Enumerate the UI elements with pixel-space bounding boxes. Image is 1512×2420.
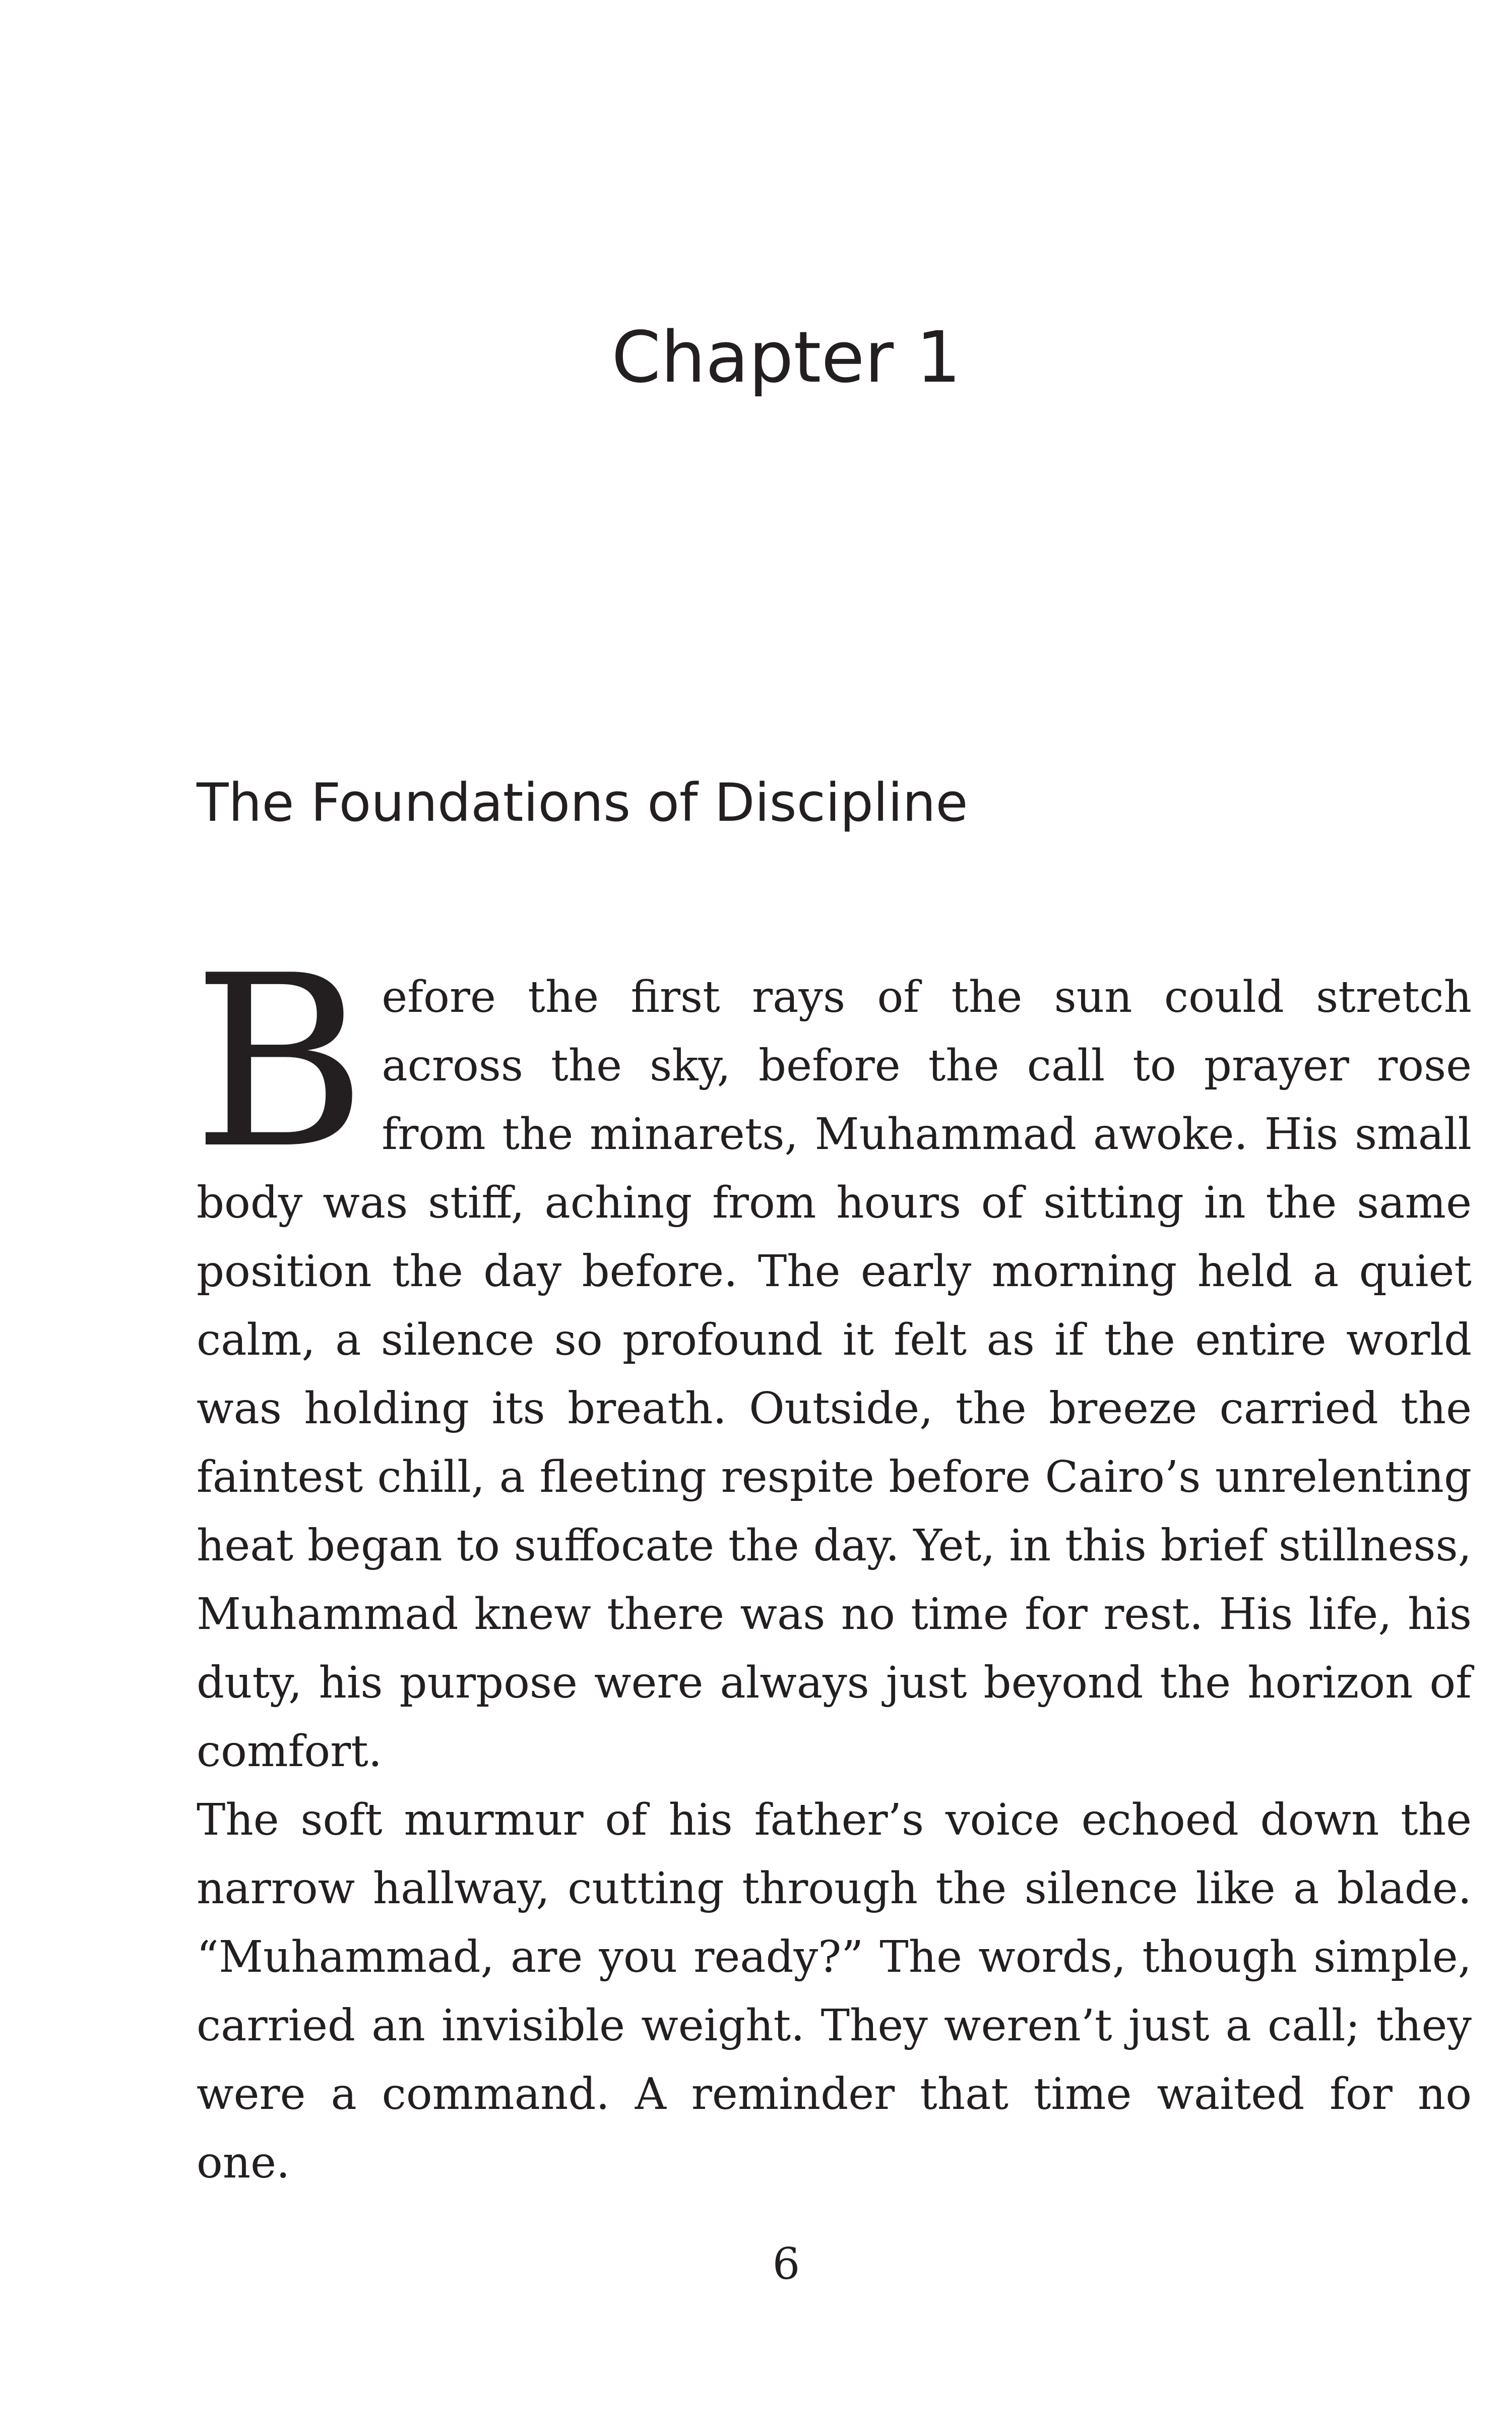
page-number: 6 xyxy=(772,2239,800,2289)
paragraph-text: efore the first rays of the sun could stretch across the sky, before the call to prayer rose from the minarets, Muhammad awoke. His small body was stiff, aching from hours of sitting in the same position the day before. The early morning held a quiet calm, a silence so profound it felt as if the entire world was holding its breath. Outside, the breeze carried the faintest chill, a fleeting respite before Cairo’s unrelenting heat began to suffocate the day. Yet, in this brief stillness, Muhammad knew there was no time for rest. His life, his duty, his purpose were always just beyond the horizon of comfort. xyxy=(197,972,1472,1777)
chapter-title: Chapter 1 xyxy=(611,317,961,399)
body-paragraph xyxy=(193,925,1472,1786)
drop-cap: B xyxy=(193,925,367,1200)
body-paragraph: The soft murmur of his father’s voice echoed down the narrow hallway, cutting through the silence like a blade. “Muhammad, are you ready?” The words, though simple, carried an invisible weight. They weren’t just a call; they were a command. A reminder that time waited for no one. xyxy=(197,1795,1472,2188)
section-heading: The Foundations of Discipline xyxy=(197,772,968,833)
